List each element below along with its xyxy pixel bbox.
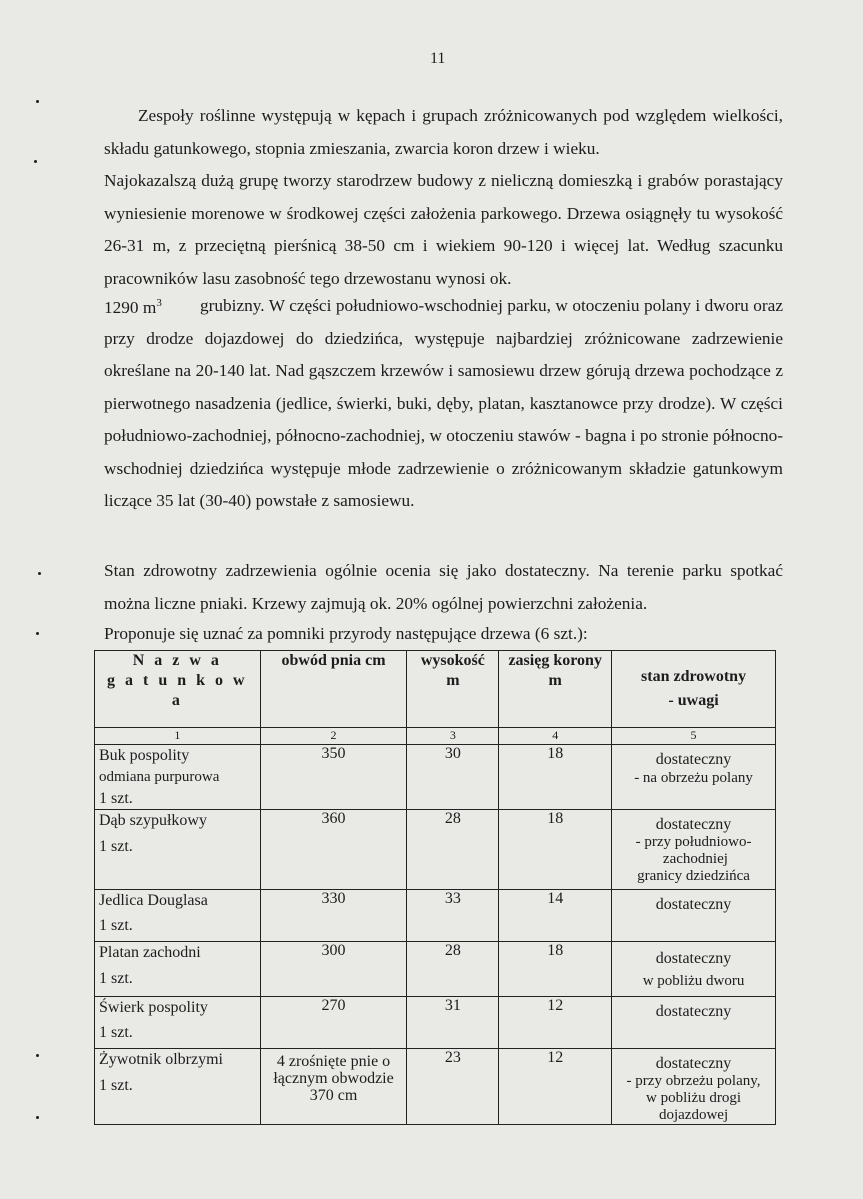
height-cell: 28 [407, 810, 499, 890]
paragraph-1: Zespoły roślinne występują w kępach i grupach zróżnicowanych pod względem wielkości, składu gatunkowego, stopnia zmieszania, zwarcia koron drzew i wieku. [104, 106, 783, 158]
crown-cell: 12 [499, 997, 612, 1049]
table-row [95, 810, 776, 890]
table-row [95, 942, 776, 997]
tree-name-cell: Świerk pospolity 1 szt. [95, 997, 261, 1049]
health-cell: dostateczny [612, 997, 776, 1049]
girth-cell: 270 [260, 997, 407, 1049]
margin-mark [34, 160, 37, 163]
height-cell: 30 [407, 745, 499, 810]
trees-table [94, 650, 776, 1125]
height-cell: 33 [407, 890, 499, 942]
height-cell: 28 [407, 942, 499, 997]
column-number-row [95, 728, 776, 745]
girth-cell: 300 [260, 942, 407, 997]
tree-name-cell: Buk pospolity odmiana purpurowa 1 szt. [95, 745, 261, 810]
col-number: 1 [95, 728, 261, 745]
crown-cell: 12 [499, 1049, 612, 1125]
girth-cell: 4 zrośnięte pnie o łącznym obwodzie 370 cm [260, 1049, 407, 1125]
table-row [95, 1049, 776, 1125]
tree-name-cell: Żywotnik olbrzymi 1 szt. [95, 1049, 261, 1125]
health-cell: dostateczny - na obrzeżu polany [612, 745, 776, 810]
margin-mark [38, 572, 41, 575]
girth-cell: 330 [260, 890, 407, 942]
paragraph-3: Stan zdrowotny zadrzewienia ogólnie ocenia się jako dostateczny. Na terenie parku spotkać można liczne pniaki. Krzewy zajmują ok. 20% ogólnej powierzchni założenia. [104, 561, 783, 613]
table-row [95, 997, 776, 1049]
volume-value: 1290 m [104, 297, 157, 317]
table-row [95, 890, 776, 942]
paragraph-4: Proponuje się uznać za pomniki przyrody następujące drzewa (6 szt.): [104, 624, 588, 643]
table-header-row [95, 651, 776, 728]
margin-mark [36, 632, 39, 635]
header-health: stan zdrowotny - uwagi [612, 651, 776, 728]
header-crown: zasięg korony m [499, 651, 612, 728]
tree-name-cell: Dąb szypułkowy 1 szt. [95, 810, 261, 890]
col-number: 4 [499, 728, 612, 745]
page-number: 11 [430, 50, 446, 67]
crown-cell: 14 [499, 890, 612, 942]
health-cell: dostateczny [612, 890, 776, 942]
height-cell: 31 [407, 997, 499, 1049]
header-height: wysokość m [407, 651, 499, 728]
girth-cell: 350 [260, 745, 407, 810]
height-cell: 23 [407, 1049, 499, 1125]
crown-cell: 18 [499, 810, 612, 890]
header-name: N a z w a g a t u n k o w a [95, 651, 261, 728]
volume-superscript: 3 [156, 297, 162, 309]
margin-mark [36, 1116, 39, 1119]
crown-cell: 18 [499, 745, 612, 810]
health-cell: dostateczny - przy południowo- zachodniej granicy dziedzińca [612, 810, 776, 890]
col-number: 5 [612, 728, 776, 745]
girth-cell: 360 [260, 810, 407, 890]
table-row [95, 745, 776, 810]
health-cell: dostateczny - przy obrzeżu polany, w pobliżu drogi dojazdowej [612, 1049, 776, 1125]
tree-name-cell: Platan zachodni 1 szt. [95, 942, 261, 997]
crown-cell: 18 [499, 942, 612, 997]
health-cell: dostateczny w pobliżu dworu [612, 942, 776, 997]
paragraph-2: Najokazalszą dużą grupę tworzy starodrzew budowy z nieliczną domieszką i grabów porastający wyniesienie morenowe w środkowej części założenia parkowego. Drzewa osiągnęły tu wysokość 26-31 m, z przeciętną pierśnicą 38-50 cm i wiekiem 90-120 i więcej lat. Według szacunku pracowników lasu zasobność tego drzewostanu wynosi ok. [104, 171, 783, 288]
margin-mark [36, 100, 39, 103]
col-number: 3 [407, 728, 499, 745]
col-number: 2 [260, 728, 407, 745]
header-girth: obwód pnia cm [260, 651, 407, 728]
tree-name-cell: Jedlica Douglasa 1 szt. [95, 890, 261, 942]
margin-mark [36, 1054, 39, 1057]
paragraph-2-continued: grubizny. W części południowo-wschodniej parku, w otoczeniu polany i dworu oraz przy drodze dojazdowej do dziedzińca, występuje najbardziej zróżnicowane zadrzewienie określane na 20-140 lat. Nad gąszczem krzewów i samosiewu drzew górują drzewa pochodzące z pierwotnego nasadzenia (jedlice, świerki, buki, dęby, platan, kasztanowce przy drodze). W części południowo-zachodniej, północno-zachodniej, w otoczeniu stawów - bagna i po stronie północno-wschodniej dziedzińca występuje młode zadrzewienie o zróżnicowanym składzie gatunkowym liczące 35 lat (30-40) powstałe z samosiewu. [104, 296, 783, 510]
